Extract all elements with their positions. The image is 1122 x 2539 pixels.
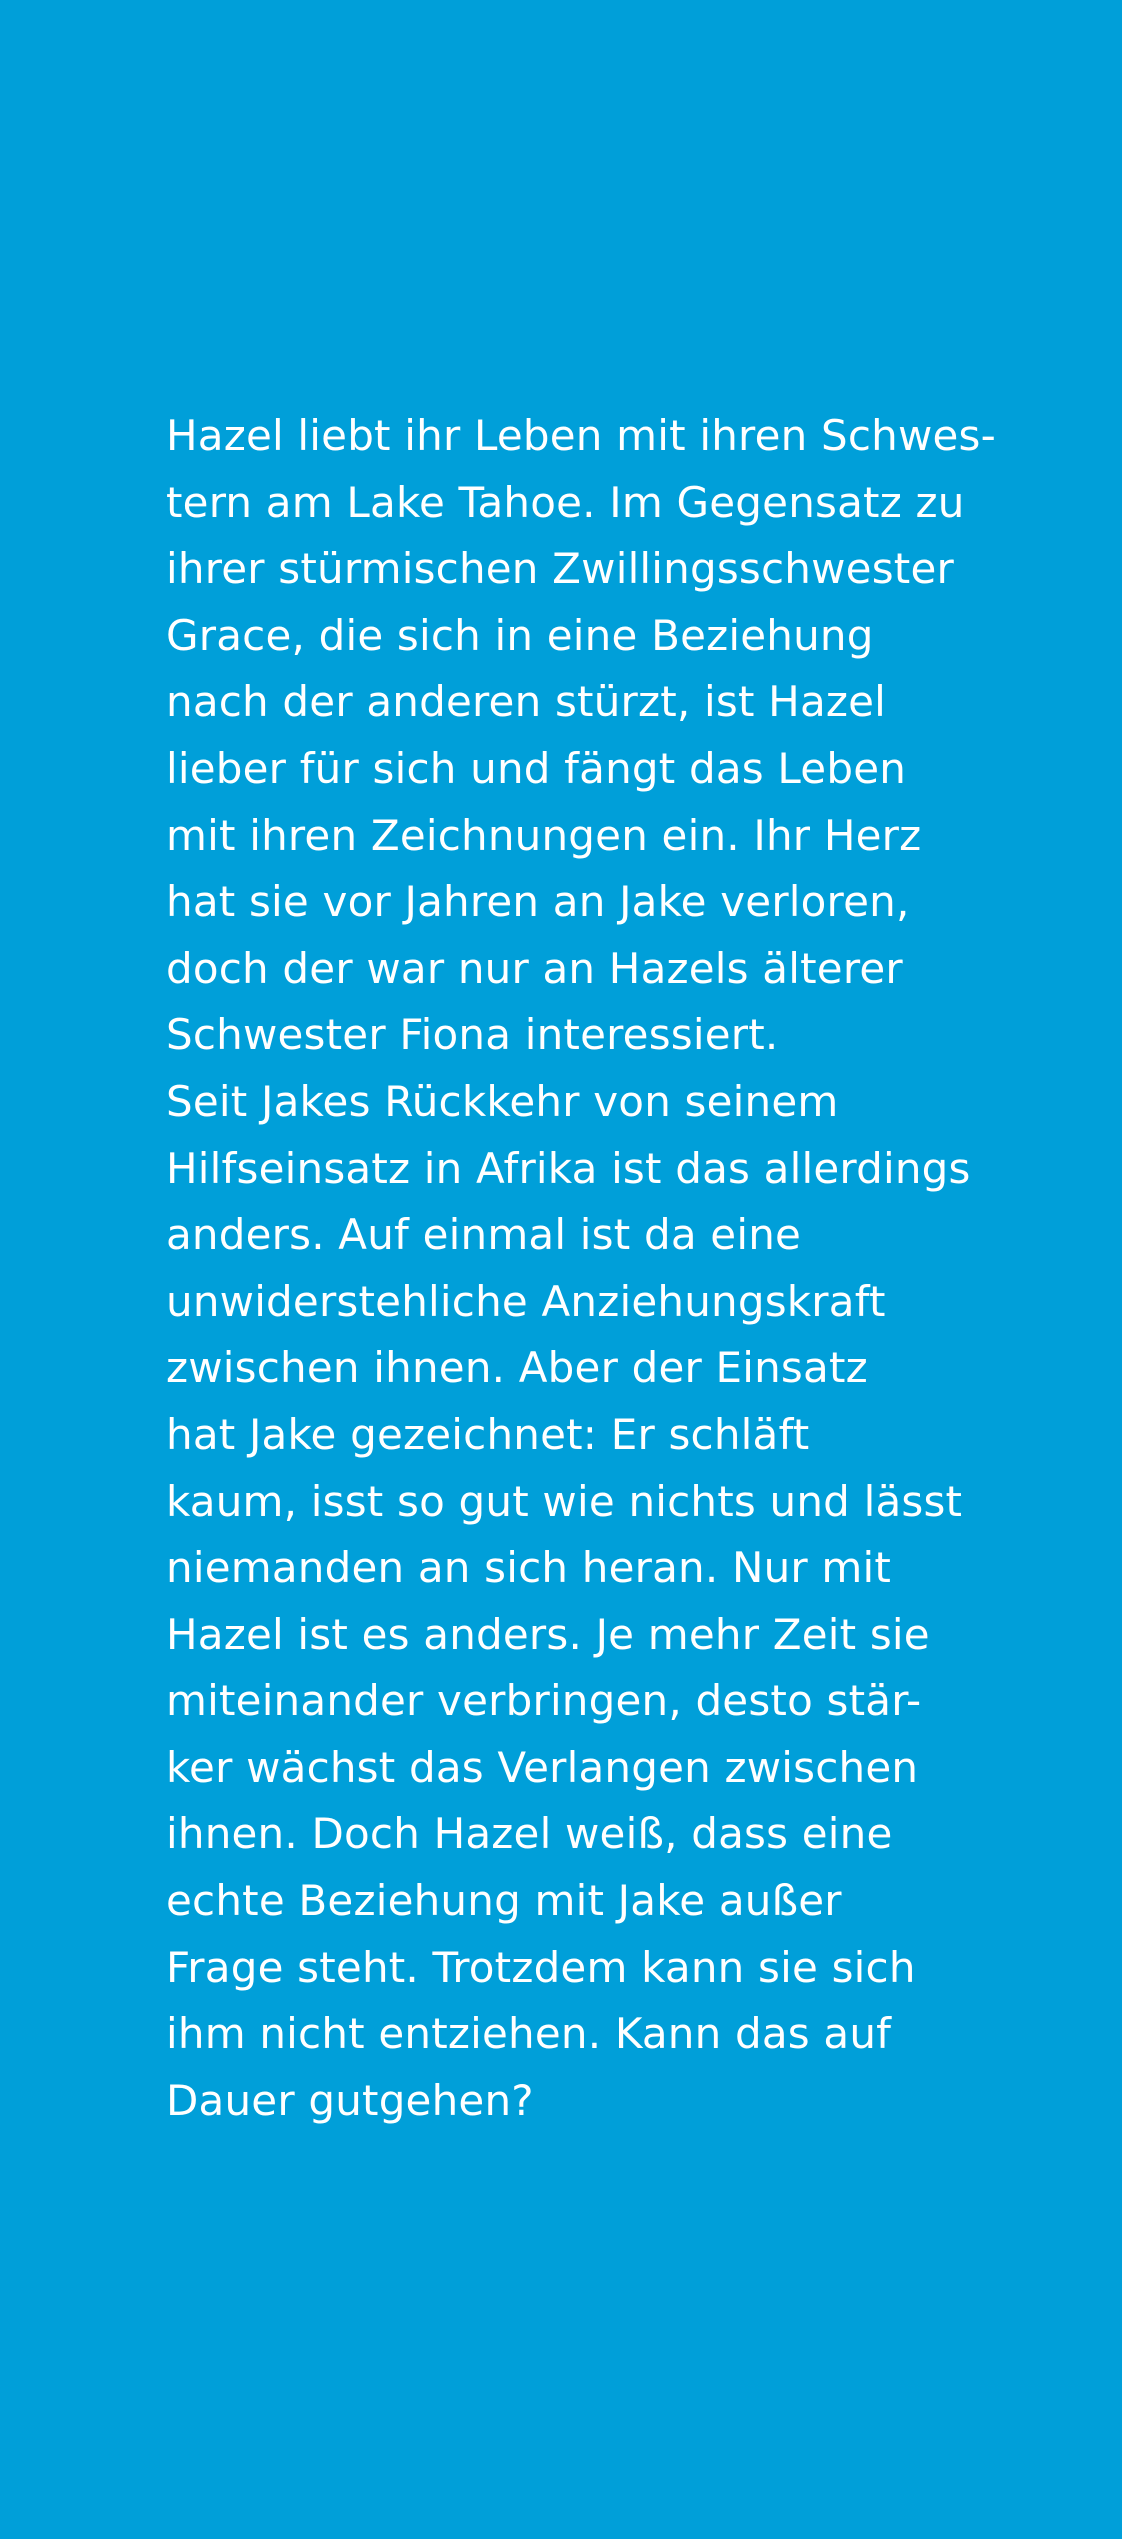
blurb-line: ihm nicht entziehen. Kann das auf <box>166 2009 892 2059</box>
blurb-line: lieber für sich und fängt das Leben <box>166 743 907 793</box>
blurb-line: mit ihren Zeichnungen ein. Ihr Herz <box>166 810 922 860</box>
blurb-line: Seit Jakes Rückkehr von seinem <box>166 1076 839 1126</box>
blurb-line: Grace, die sich in eine Beziehung <box>166 610 874 660</box>
blurb-line: doch der war nur an Hazels älterer <box>166 943 903 993</box>
blurb-line: ihrer stürmischen Zwillingsschwester <box>166 544 954 594</box>
blurb-line: tern am Lake Tahoe. Im Gegensatz zu <box>166 477 965 527</box>
blurb-line: echte Beziehung mit Jake außer <box>166 1876 842 1926</box>
blurb-line: ker wächst das Verlangen zwischen <box>166 1742 919 1792</box>
blurb-line: niemanden an sich heran. Nur mit <box>166 1543 892 1593</box>
blurb-line: anders. Auf einmal ist da eine <box>166 1210 802 1260</box>
blurb-text <box>166 403 1066 2134</box>
blurb-line: nach der anderen stürzt, ist Hazel <box>166 677 887 727</box>
blurb-line: Hazel ist es anders. Je mehr Zeit sie <box>166 1609 930 1659</box>
blurb-line: Frage steht. Trotzdem kann sie sich <box>166 1942 916 1992</box>
blurb-line: hat sie vor Jahren an Jake verloren, <box>166 877 910 927</box>
blurb-line: kaum, isst so gut wie nichts und lässt <box>166 1476 963 1526</box>
blurb-line: ihnen. Doch Hazel weiß, dass eine <box>166 1809 893 1859</box>
blurb-line: Hazel liebt ihr Leben mit ihren Schwes- <box>166 411 996 460</box>
blurb-line: hat Jake gezeichnet: Er schläft <box>166 1409 810 1459</box>
blurb-line: zwischen ihnen. Aber der Einsatz <box>166 1343 868 1393</box>
blurb-line: unwiderstehliche Anziehungskraft <box>166 1276 886 1326</box>
blurb-line: Dauer gutgehen? <box>166 2075 534 2125</box>
blurb-line: Schwester Fiona interessiert. <box>166 1010 779 1060</box>
blurb-line: Hilfseinsatz in Afrika ist das allerdings <box>166 1143 971 1193</box>
blurb-line: miteinander verbringen, desto stär- <box>166 1676 922 1726</box>
